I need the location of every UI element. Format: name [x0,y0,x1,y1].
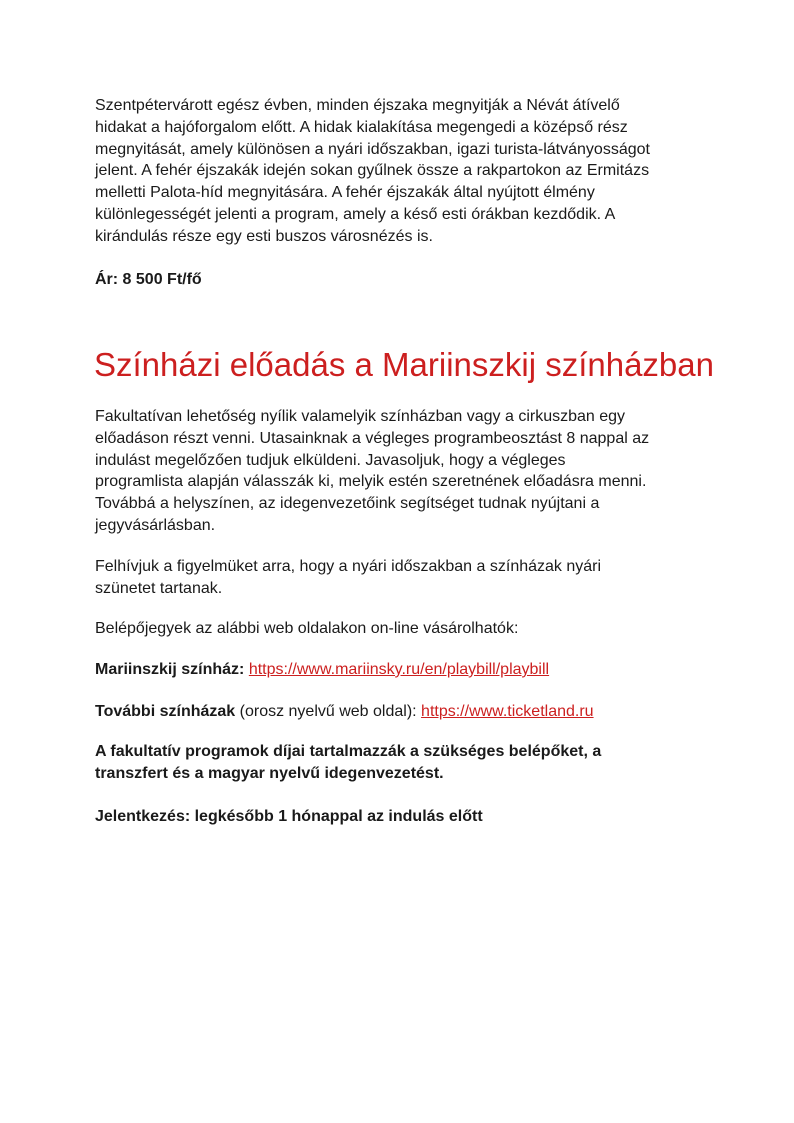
text-line: Felhívjuk a figyelmüket arra, hogy a nyári időszakban a színházak nyári [95,558,602,575]
text-line: indulást megelőzően tudjuk elküldeni. Javasoljuk, hogy a végleges [95,451,566,469]
mariinsky-link[interactable]: https://www.mariinsky.ru/en/playbill/playbill [248,661,550,678]
text-line: Fakultatívan lehetőség nyílik valamelyik színházban vagy a cirkuszban egy [95,408,626,425]
mariinsky-line [95,659,549,681]
section-title: Színházi előadás a Mariinszkij színházban [94,346,714,383]
signup-deadline: Jelentkezés: legkésőbb 1 hónappal az indulás előtt [95,808,483,825]
fees-paragraph [95,741,601,785]
other-note: (orosz nyelvű web oldal): [235,703,422,720]
text-line: melletti Palota-híd megnyitására. A fehér éjszakák által nyújtott élmény [95,184,595,202]
text-line: transzfert és a magyar nyelvű idegenvezetést. [95,764,444,782]
text-line: programlista alapján válasszák ki, melyik estén szeretnének előadásra menni. [95,473,647,491]
intro-paragraph [95,95,650,248]
other-theatres-line [95,701,594,723]
tickets-paragraph: Belépőjegyek az alábbi web oldalakon on-line vásárolhatók: [95,620,519,637]
text-line: kirándulás része egy esti buszos városnézés is. [95,227,433,245]
price: Ár: 8 500 Ft/fő [95,271,202,288]
ticketland-link[interactable]: https://www.ticketland.ru [421,703,594,720]
text-line: jelent. A fehér éjszakák idején sokan gyűlnek össze a rakpartokon az Ermitázs [95,162,650,180]
text-line: szünetet tartanak. [95,579,223,597]
text-line: hidakat a hajóforgalom előtt. A hidak kialakítása megengedi a középső rész [95,118,628,136]
text-line: különlegességét jelenti a program, amely a késő esti órákban kezdődik. A [95,205,616,223]
text-line: megnyitását, amely különösen a nyári időszakban, igazi turista-látványosságot [95,140,650,158]
summer-paragraph [95,556,601,600]
text-line: előadáson részt venni. Utasainknak a végleges programbeosztást 8 nappal az [95,429,650,447]
mariinsky-label: Mariinszkij színház: [95,661,245,678]
text-line: Szentpétervárott egész évben, minden éjszaka megnyitják a Névát átívelő [95,97,620,114]
text-line: A fakultatív programok díjai tartalmazzák a szükséges belépőket, a [95,743,602,760]
text-line: jegyvásárlásban. [95,516,216,534]
other-label: További színházak [95,703,236,720]
text-line: Továbbá a helyszínen, az idegenvezetőink segítséget tudnak nyújtani a [95,495,600,513]
theatre-paragraph [95,406,649,537]
